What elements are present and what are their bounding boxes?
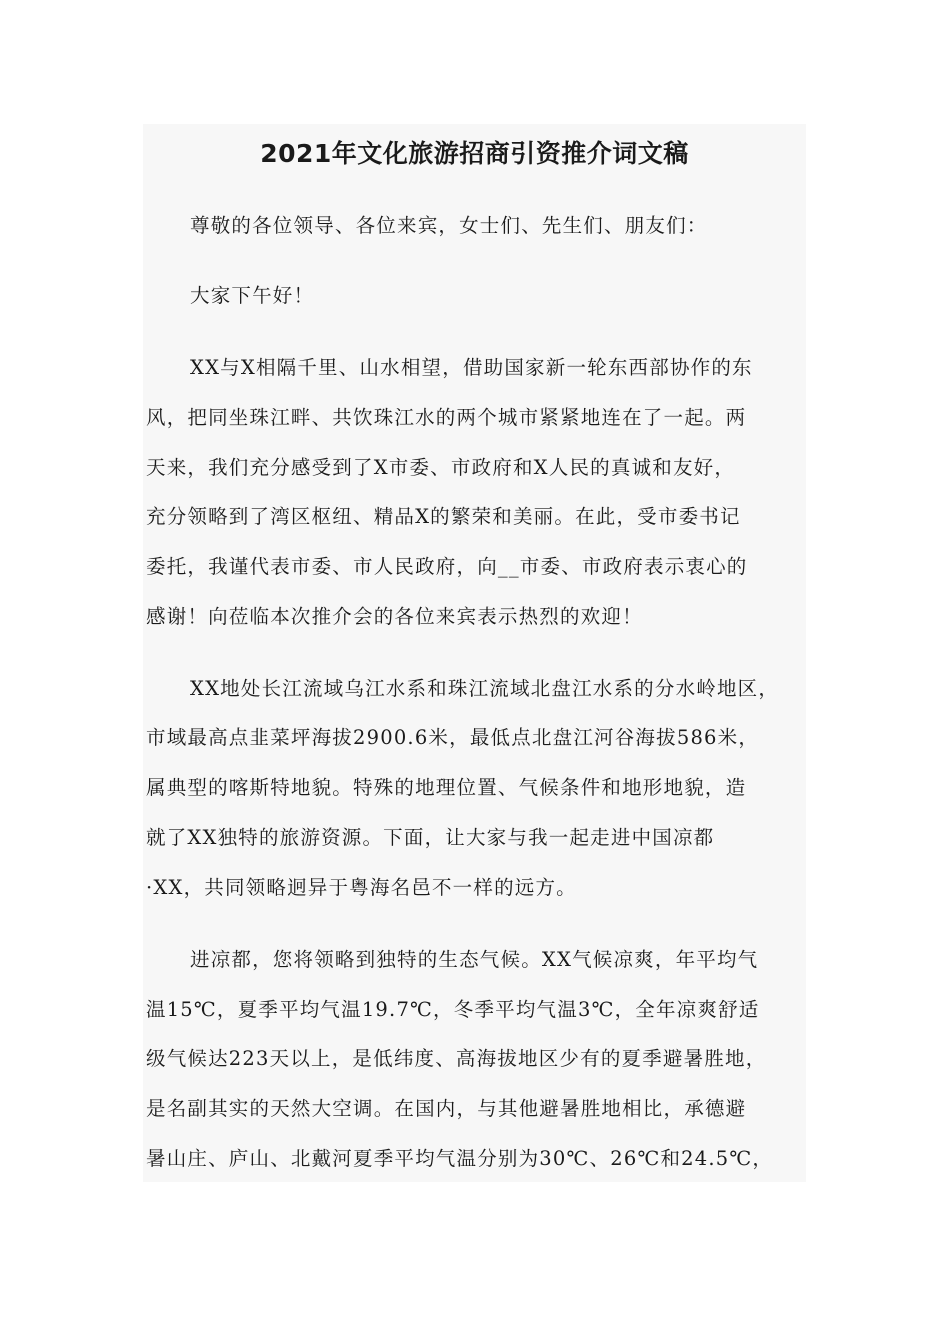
greeting-line: 尊敬的各位领导、各位来宾，女士们、先生们、朋友们： [190, 214, 708, 237]
paragraph-line: 充分领略到了湾区枢纽、精品X的繁荣和美丽。在此，受市委书记 [146, 505, 741, 528]
paragraph-line: ·XX，共同领略迥异于粤海名邑不一样的远方。 [146, 876, 577, 899]
paragraph-line: XX地处长江流域乌江水系和珠江流域北盘江水系的分水岭地区， [190, 677, 780, 700]
paragraph-line: 就了XX独特的旅游资源。下面，让大家与我一起走进中国凉都 [146, 826, 715, 849]
paragraph-line: 是名副其实的天然大空调。在国内，与其他避暑胜地相比，承德避 [146, 1097, 747, 1120]
paragraph-line: 市域最高点韭菜坪海拔2900.6米，最低点北盘江河谷海拔586米， [146, 726, 760, 749]
paragraph-line: 感谢！向莅临本次推介会的各位来宾表示热烈的欢迎！ [146, 605, 643, 628]
paragraph-line: 暑山庄、庐山、北戴河夏季平均气温分别为30℃、26℃和24.5℃， [146, 1147, 774, 1170]
paragraph-line: 属典型的喀斯特地貌。特殊的地理位置、气候条件和地形地貌，造 [146, 776, 747, 799]
paragraph-line: 风，把同坐珠江畔、共饮珠江水的两个城市紧紧地连在了一起。两 [146, 406, 747, 429]
salutation-line: 大家下午好！ [190, 284, 315, 307]
paragraph-line: 级气候达223天以上，是低纬度、高海拔地区少有的夏季避暑胜地， [146, 1047, 767, 1070]
paragraph-line: XX与X相隔千里、山水相望，借助国家新一轮东西部协作的东 [190, 356, 753, 379]
paragraph-line: 天来，我们充分感受到了X市委、市政府和X人民的真诚和友好， [146, 456, 736, 479]
paragraph-line: 进凉都，您将领略到独特的生态气候。XX气候凉爽，年平均气 [190, 948, 759, 971]
paragraph-line: 温15℃，夏季平均气温19.7℃，冬季平均气温3℃，全年凉爽舒适 [146, 998, 760, 1021]
paragraph-line: 委托，我谨代表市委、市人民政府，向__市委、市政府表示衷心的 [146, 555, 748, 578]
document-title: 2021年文化旅游招商引资推介词文稿 [260, 139, 689, 168]
